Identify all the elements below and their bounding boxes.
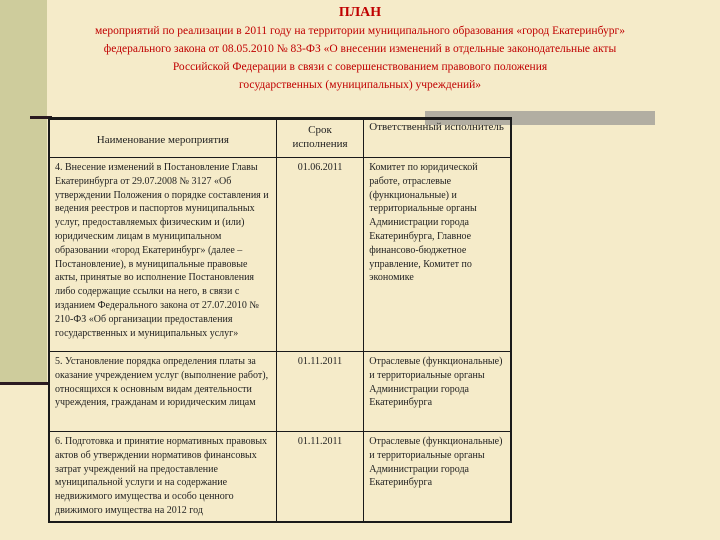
table-row [49, 158, 511, 352]
header-line: мероприятий по реализации в 2011 году на территории муниципального образования «город Екатеринбург» [95, 25, 625, 37]
cell-date: 01.06.2011 [276, 158, 364, 352]
cell-name: 5. Установление порядка определения платы за оказание учреждением услуг (выполнение работ), относящихся к основным видам деятельности учреждения, гражданам и юридическим лицам [49, 352, 276, 432]
cell-date: 01.11.2011 [276, 352, 364, 432]
column-header-date: Срок исполнения [276, 119, 364, 158]
column-header-responsible: Ответственный исполнитель [364, 119, 511, 158]
cell-name: 6. Подготовка и принятие нормативных правовых актов об утверждении нормативов финансовых затрат учреждений на предоставление муниципальной услуги и на содержание недвижимого имущества и особо ценного движимого имущества на 2012 год [49, 432, 276, 522]
table-row [49, 352, 511, 432]
cell-responsible: Отраслевые (функциональные) и территориальные органы Администрации города Екатеринбурга [364, 432, 511, 522]
column-header-name: Наименование мероприятия [49, 119, 276, 158]
document-title: ПЛАН [338, 5, 382, 20]
header-line: Российской Федерации в связи с совершенствованием правового положения [172, 61, 548, 73]
decorative-line [0, 382, 48, 385]
cell-date: 01.11.2011 [276, 432, 364, 522]
table-header-row [49, 119, 511, 158]
cell-name: 4. Внесение изменений в Постановление Главы Екатеринбурга от 29.07.2008 № 3127 «Об утверждении Положения о порядке составления и ведения реестров и паспортов муниципальных услуг, предоставляемых физическим и (или) юридическим лицам в муниципальном образовании «город Екатеринбург» (далее – Постановление), в муниципальные правовые акты, принятые во исполнение Постановления либо содержащие ссылки на него, в связи с изданием Федерального закона от 27.07.2010 № 210-ФЗ «Об организации предоставления государственных и муниципальных услуг» [49, 158, 276, 352]
cell-responsible: Отраслевые (функциональные) и территориальные органы Администрации города Екатеринбурга [364, 352, 511, 432]
table-row [49, 432, 511, 522]
header-line: федерального закона от 08.05.2010 № 83-ФЗ «О внесении изменений в отдельные законодательные акты [103, 43, 617, 55]
document-header [0, 4, 720, 94]
header-line: государственных (муниципальных) учреждений» [238, 79, 482, 91]
plan-table [48, 117, 512, 523]
cell-responsible: Комитет по юридической работе, отраслевые (функциональные) и территориальные органы Администрации города Екатеринбурга, Главное финансово-бюджетное управление, Комитет по экономике [364, 158, 511, 352]
